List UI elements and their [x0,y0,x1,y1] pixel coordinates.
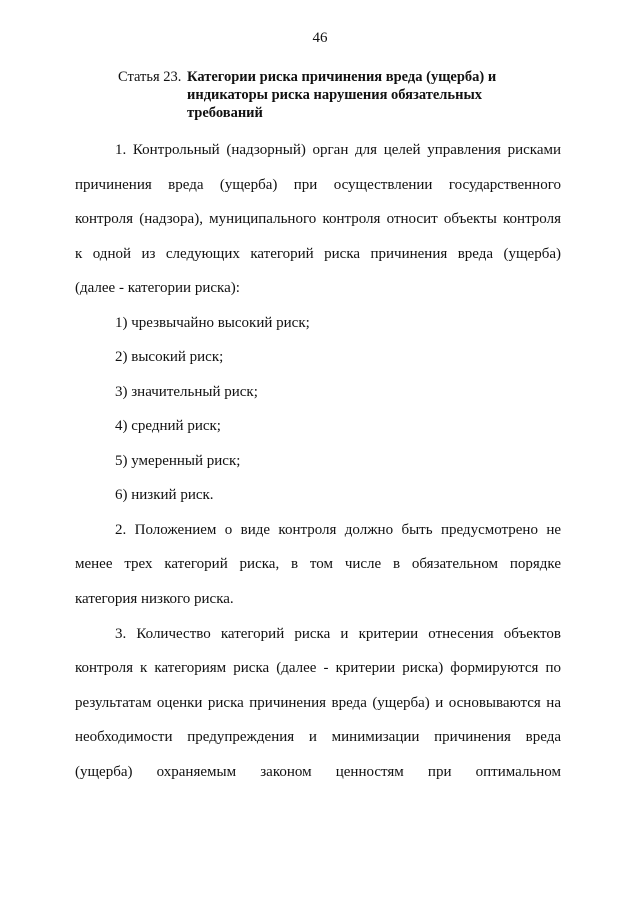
risk-list-item-5: 5) умеренный риск; [115,453,241,469]
paragraph-2-line-1: 2. Положением о виде контроля должно быть предусмотрено не [115,522,561,538]
risk-list-item-2: 2) высокий риск; [115,349,224,365]
paragraph-1-line-3: контроля (надзора), муниципального контроля относит объекты контроля [75,211,561,227]
paragraph-1-line-5: (далее - категории риска): [75,280,240,296]
paragraph-2-line-3: категория низкого риска. [75,591,234,607]
paragraph-3-line-3: результатам оценки риска причинения вреда (ущерба) и основываются на [75,695,561,711]
risk-list-item-4: 4) средний риск; [115,418,221,434]
paragraph-3-line-4: необходимости предупреждения и минимизации причинения вреда [75,729,561,745]
paragraph-2-line-2: менее трех категорий риска, в том числе в обязательном порядке [75,556,561,572]
article-number: Статья 23. [118,69,182,85]
risk-list-item-3: 3) значительный риск; [115,384,258,400]
paragraph-3-line-2: контроля к категориям риска (далее - критерии риска) формируются по [75,660,561,676]
risk-list-item-6: 6) низкий риск. [115,487,214,503]
paragraph-3-line-5: (ущерба) охраняемым законом ценностям при оптимальном [75,764,561,780]
risk-list-item-1: 1) чрезвычайно высокий риск; [115,315,310,331]
paragraph-3-line-1: 3. Количество категорий риска и критерии отнесения объектов [115,626,561,642]
article-title: Категории риска причинения вреда (ущерба) и индикаторы риска нарушения обязательных требований [187,69,497,121]
paragraph-1-line-1: 1. Контрольный (надзорный) орган для целей управления рисками [115,142,561,158]
paragraph-1-line-2: причинения вреда (ущерба) при осуществлении государственного [75,177,561,193]
page-number: 46 [312,30,328,46]
paragraph-1-line-4: к одной из следующих категорий риска причинения вреда (ущерба) [75,246,561,262]
